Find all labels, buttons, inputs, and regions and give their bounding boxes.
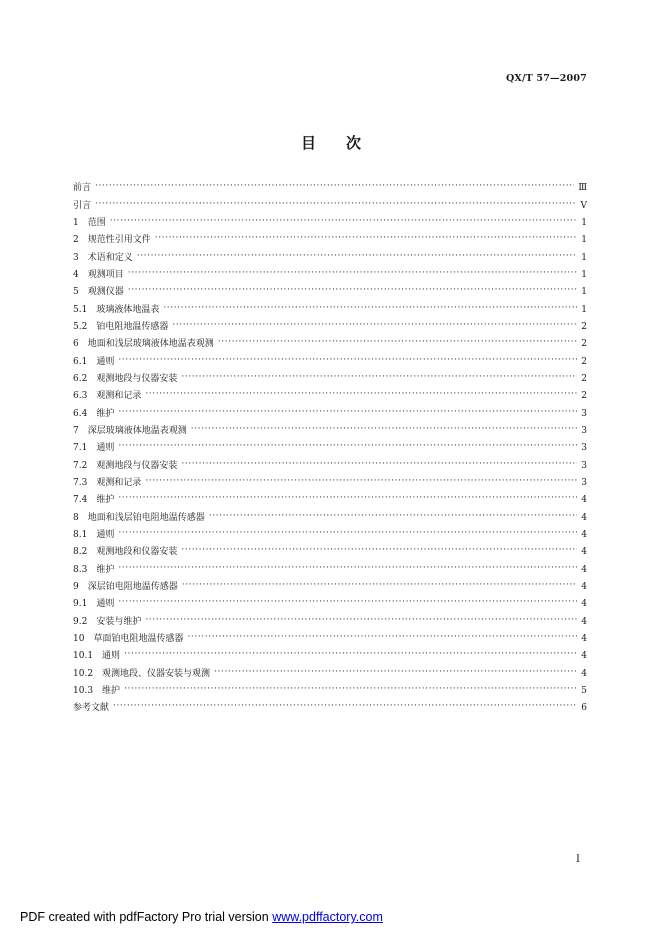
- toc-entry-page: 5: [581, 686, 587, 697]
- toc-entry-label: 深层铂电阻地温传感器: [87, 582, 178, 593]
- toc-entry-label: 地面和浅层铂电阻地温传感器: [87, 512, 205, 523]
- toc-entry-number: 8.1: [73, 530, 88, 541]
- toc-entry-number: 7.3: [73, 478, 88, 489]
- toc-entry-label: 观测项目: [87, 269, 124, 280]
- toc-entry-number: 7.4: [73, 495, 88, 506]
- toc-entry[interactable]: [73, 700, 587, 717]
- toc-entry-number: 9: [73, 582, 79, 593]
- toc-entry[interactable]: [73, 319, 587, 336]
- toc-entry-page: 1: [581, 235, 587, 246]
- toc-leader-dots: [118, 410, 577, 419]
- toc-entry[interactable]: [73, 197, 587, 214]
- toc-entry[interactable]: [73, 267, 587, 284]
- toc-leader-dots: [113, 704, 577, 713]
- toc-entry-label: 维护: [96, 408, 115, 419]
- toc-entry-number: 2: [73, 235, 79, 246]
- toc-entry-number: 5.1: [73, 304, 88, 315]
- toc-entry[interactable]: [73, 562, 587, 579]
- toc-entry-number: 6.3: [73, 391, 88, 402]
- toc-entry-page: 4: [581, 651, 587, 662]
- toc-leader-dots: [145, 392, 577, 401]
- toc-entry-label: 通则: [96, 443, 115, 454]
- toc-entry-number: 3: [73, 252, 79, 263]
- toc-entry[interactable]: [73, 544, 587, 561]
- toc-entry-number: 7: [73, 425, 79, 436]
- toc-entry[interactable]: [73, 614, 587, 631]
- toc-entry-page: 1: [581, 217, 587, 228]
- toc-entry-label: 铂电阻地温传感器: [96, 321, 169, 332]
- toc-entry-label: 观测和记录: [96, 391, 142, 402]
- toc-entry-number: 5.2: [73, 321, 88, 332]
- toc-entry-number: 10.2: [73, 668, 94, 679]
- toc-entry-label: 前言: [73, 183, 92, 194]
- toc-entry-page: 1: [581, 304, 587, 315]
- toc-leader-dots: [145, 479, 577, 488]
- toc-leader-dots: [128, 288, 577, 297]
- toc-entry[interactable]: [73, 458, 587, 475]
- toc-leader-dots: [95, 202, 576, 211]
- toc-entry[interactable]: [73, 666, 587, 683]
- toc-leader-dots: [181, 462, 577, 471]
- toc-entry-label: 维护: [96, 564, 115, 575]
- toc-entry-number: 6.2: [73, 373, 88, 384]
- document-code: QX/T 57—2007: [505, 73, 587, 84]
- toc-entry-page: 2: [581, 339, 587, 350]
- toc-entry-label: 观测和记录: [96, 478, 142, 489]
- toc-entry-page: 4: [581, 547, 587, 558]
- toc-entry-page: 1: [581, 252, 587, 263]
- toc-entry[interactable]: [73, 301, 587, 318]
- toc-entry-number: 9.2: [73, 616, 88, 627]
- toc-leader-dots: [124, 652, 577, 661]
- toc-entry-page: 3: [581, 443, 587, 454]
- toc-leader-dots: [191, 427, 577, 436]
- toc-entry-number: 5: [73, 287, 79, 298]
- toc-entry-label: 通则: [96, 530, 115, 541]
- toc-entry-label: 参考文献: [73, 703, 110, 714]
- toc-entry-label: 草面铂电阻地温传感器: [93, 634, 184, 645]
- toc-leader-dots: [118, 600, 577, 609]
- toc-entry-page: 4: [581, 564, 587, 575]
- toc-entry[interactable]: [73, 596, 587, 613]
- toc-entry[interactable]: [73, 510, 587, 527]
- toc-leader-dots: [124, 687, 577, 696]
- toc-entry-number: 10.3: [73, 686, 94, 697]
- toc-leader-dots: [118, 531, 577, 540]
- toc-entry-page: 2: [581, 391, 587, 402]
- toc-entry[interactable]: [73, 371, 587, 388]
- toc-entry[interactable]: [73, 492, 587, 509]
- toc-entry[interactable]: [73, 284, 587, 301]
- toc-entry-label: 术语和定义: [87, 252, 133, 263]
- toc-leader-dots: [145, 618, 577, 627]
- toc-title-left: 目: [300, 134, 316, 152]
- toc-entry-number: 4: [73, 269, 79, 280]
- toc-leader-dots: [218, 340, 577, 349]
- toc-entry[interactable]: [73, 405, 587, 422]
- toc-entry-number: 8: [73, 512, 79, 523]
- toc-entry-label: 安装与维护: [96, 616, 142, 627]
- toc-entry-number: 8.2: [73, 547, 88, 558]
- toc-leader-dots: [95, 184, 574, 193]
- toc-entry-page: 4: [581, 616, 587, 627]
- toc-entry-label: 通则: [96, 356, 115, 367]
- toc-entry-label: 维护: [96, 495, 115, 506]
- pdf-notice-text: PDF created with pdfFactory Pro trial version: [20, 910, 273, 924]
- toc-entry[interactable]: [73, 336, 587, 353]
- toc-entry-label: 引言: [73, 200, 92, 211]
- toc-entry-number: 8.3: [73, 564, 88, 575]
- toc-entry-number: 6: [73, 339, 79, 350]
- toc-entry-page: 1: [581, 269, 587, 280]
- toc-entry-label: 地面和浅层玻璃液体地温表观测: [87, 339, 214, 350]
- toc-entry-label: 观测地段与仪器安装: [96, 460, 178, 471]
- toc-leader-dots: [209, 514, 577, 523]
- toc-entry-label: 玻璃液体地温表: [96, 304, 160, 315]
- toc-leader-dots: [118, 566, 577, 575]
- toc-entry-number: 6.4: [73, 408, 88, 419]
- toc-leader-dots: [187, 635, 577, 644]
- toc-entry[interactable]: [73, 353, 587, 370]
- toc-entry-label: 观测地段和仪器安装: [96, 547, 178, 558]
- toc-entry[interactable]: [73, 423, 587, 440]
- toc-entry[interactable]: [73, 232, 587, 249]
- toc-entry-page: 4: [581, 512, 587, 523]
- toc-leader-dots: [182, 583, 577, 592]
- page-number: I: [576, 854, 580, 865]
- toc-entry-page: 4: [581, 668, 587, 679]
- toc-leader-dots: [181, 375, 577, 384]
- toc-entry[interactable]: [73, 440, 587, 457]
- toc-entry-page: 1: [581, 287, 587, 298]
- pdffactory-link[interactable]: www.pdffactory.com: [272, 910, 383, 924]
- toc-entry[interactable]: [73, 527, 587, 544]
- toc-entry-label: 通则: [102, 651, 121, 662]
- toc-entry-page: 4: [581, 634, 587, 645]
- toc-leader-dots: [181, 548, 577, 557]
- toc-entry-page: 4: [581, 495, 587, 506]
- toc-entry[interactable]: [73, 683, 587, 700]
- toc-entry[interactable]: [73, 249, 587, 266]
- toc-leader-dots: [118, 444, 577, 453]
- toc-entry[interactable]: [73, 388, 587, 405]
- toc-entry-label: 观测地段、仪器安装与观测: [102, 668, 211, 679]
- toc-title: [0, 132, 662, 153]
- toc-entry-number: 10.1: [73, 651, 94, 662]
- toc-entry-label: 规范性引用文件: [87, 235, 151, 246]
- toc-entry-page: 4: [581, 599, 587, 610]
- toc-leader-dots: [163, 306, 577, 315]
- toc-entry-page: 4: [581, 582, 587, 593]
- toc-list: [73, 180, 587, 718]
- toc-entry-page: Ⅲ: [578, 183, 587, 194]
- toc-entry-page: 3: [581, 460, 587, 471]
- toc-entry-label: 维护: [102, 686, 121, 697]
- toc-entry[interactable]: [73, 215, 587, 232]
- toc-leader-dots: [118, 496, 577, 505]
- toc-entry-label: 通则: [96, 599, 115, 610]
- toc-leader-dots: [118, 358, 577, 367]
- toc-entry-label: 观测仪器: [87, 287, 124, 298]
- toc-leader-dots: [155, 236, 577, 245]
- toc-entry-number: 6.1: [73, 356, 88, 367]
- toc-entry-page: 6: [581, 703, 587, 714]
- toc-entry[interactable]: [73, 631, 587, 648]
- toc-entry-page: 2: [581, 321, 587, 332]
- pdf-creator-notice: [20, 910, 383, 924]
- toc-entry-number: 9.1: [73, 599, 88, 610]
- toc-leader-dots: [128, 271, 577, 280]
- toc-leader-dots: [172, 323, 577, 332]
- toc-entry-page: 2: [581, 373, 587, 384]
- toc-entry-page: 3: [581, 408, 587, 419]
- toc-entry[interactable]: [73, 180, 587, 197]
- toc-leader-dots: [110, 219, 577, 228]
- toc-entry-page: 2: [581, 356, 587, 367]
- toc-entry[interactable]: [73, 475, 587, 492]
- toc-title-right: 次: [346, 134, 362, 152]
- toc-entry-number: 1: [73, 217, 79, 228]
- toc-entry-page: 4: [581, 530, 587, 541]
- toc-entry-label: 范围: [87, 217, 106, 228]
- toc-entry[interactable]: [73, 648, 587, 665]
- toc-entry-page: 3: [581, 425, 587, 436]
- toc-leader-dots: [214, 670, 577, 679]
- toc-leader-dots: [137, 254, 577, 263]
- toc-entry[interactable]: [73, 579, 587, 596]
- toc-entry-number: 7.2: [73, 460, 88, 471]
- toc-entry-number: 7.1: [73, 443, 88, 454]
- toc-entry-page: 3: [581, 478, 587, 489]
- toc-entry-number: 10: [73, 634, 85, 645]
- toc-entry-label: 深层玻璃液体地温表观测: [87, 425, 187, 436]
- toc-entry-page: Ⅴ: [580, 200, 587, 211]
- toc-entry-label: 观测地段与仪器安装: [96, 373, 178, 384]
